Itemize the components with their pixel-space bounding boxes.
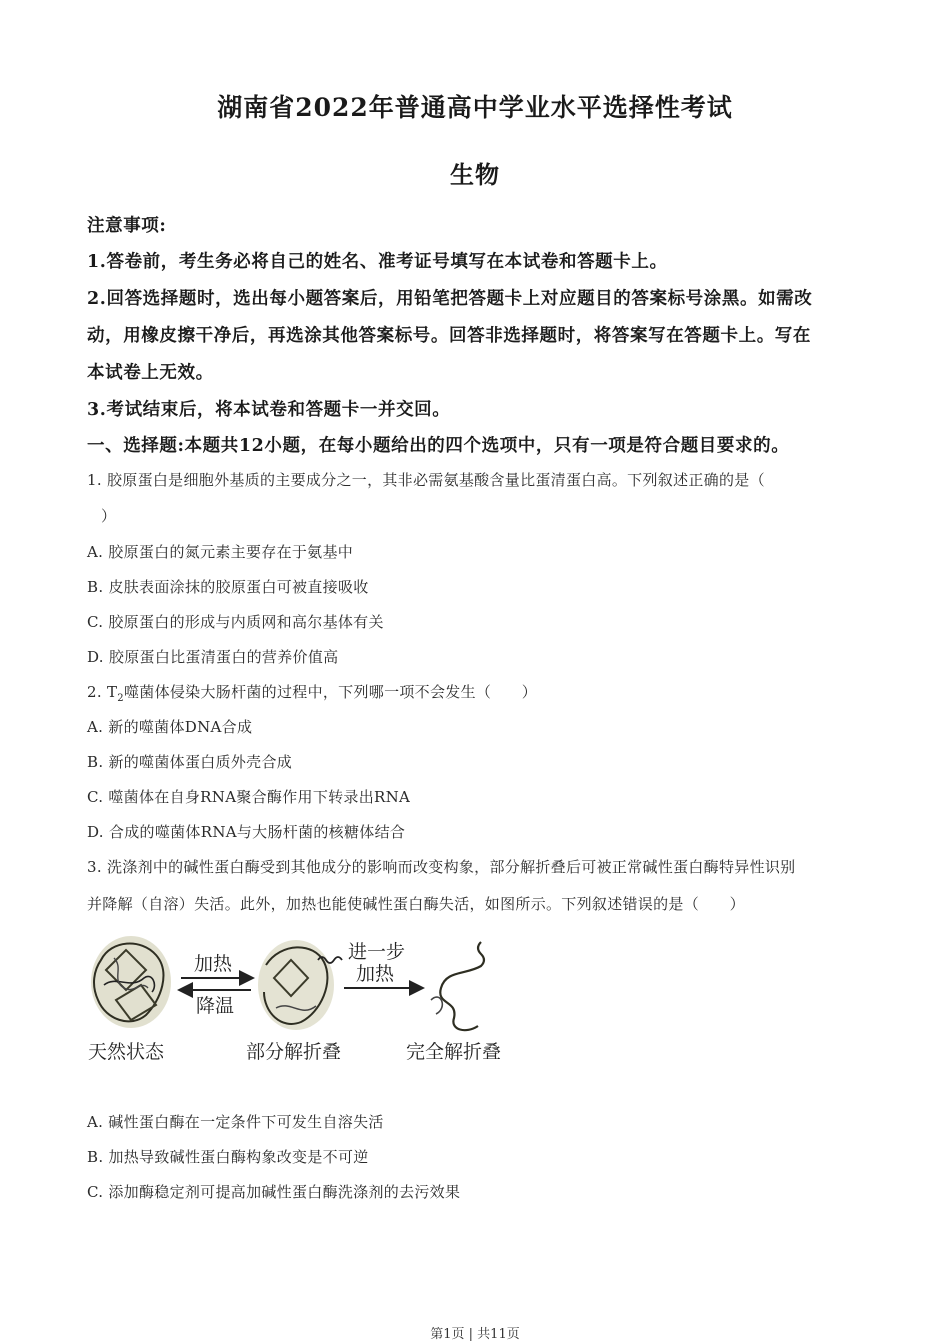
arrow2-bottom-label: 加热	[356, 963, 395, 985]
arrow1-bottom-label: 降温	[196, 995, 235, 1017]
q3-stem-line-1: 3. 洗涤剂中的碱性蛋白酶受到其他成分的影响而改变构象，部分解折叠后可被正常碱性蛋白酶特异性识别	[87, 858, 796, 876]
exam-title: 湖南省2022年普通高中学业水平选择性考试	[217, 93, 733, 122]
q3-option-c: C. 添加酶稳定剂可提高加碱性蛋白酶洗涤剂的去污效果	[87, 1183, 461, 1201]
notice-item-2-line-2: 动，用橡皮擦干净后，再选涂其他答案标号。回答非选择题时，将答案写在答题卡上。写在	[87, 326, 811, 346]
notice-item-2-line-3: 本试卷上无效。	[87, 363, 214, 383]
section-heading: 一、选择题:本题共12小题，在每小题给出的四个选项中，只有一项是符合题目要求的。	[87, 436, 790, 456]
q3-stem-line-2: 并降解（自溶）失活。此外，加热也能使碱性蛋白酶失活，如图所示。下列叙述错误的是（ ）	[87, 895, 745, 913]
q2-option-b: B. 新的噬菌体蛋白质外壳合成	[87, 753, 293, 771]
q2-option-d: D. 合成的噬菌体RNA与大肠杆菌的核糖体结合	[87, 823, 406, 841]
q1-stem-line-1: 1. 胶原蛋白是细胞外基质的主要成分之一，其非必需氨基酸含量比蛋清蛋白高。下列叙述正确的是（	[87, 471, 765, 489]
notice-item-2-line-1: 2.回答选择题时，选出每小题答案后，用铅笔把答题卡上对应题目的答案标号涂黑。如需改	[87, 289, 813, 309]
arrow2-top-label: 进一步	[348, 941, 406, 963]
q2-stem: 2. $T_2$噬菌体侵染大肠杆菌的过程中，下列哪一项不会发生（ ）	[87, 683, 538, 704]
arrow1-top-label: 加热	[194, 953, 233, 975]
partially-unfolded-protein	[258, 940, 342, 1030]
notice-heading: 注意事项:	[87, 216, 167, 236]
native-protein-structure	[91, 936, 171, 1028]
q1-option-b: B. 皮肤表面涂抹的胶原蛋白可被直接吸收	[87, 578, 369, 596]
q1-stem-line-2: ）	[101, 507, 117, 525]
fully-unfolded-chain	[431, 942, 484, 1030]
q2-option-a: A. 新的噬菌体DNA合成	[87, 718, 253, 736]
q1-option-d: D. 胶原蛋白比蛋清蛋白的营养价值高	[87, 648, 339, 666]
state-partial-label: 部分解折叠	[246, 1041, 342, 1063]
subject-title: 生物	[450, 160, 500, 189]
q2-option-c: C. 噬菌体在自身RNA聚合酶作用下转录出RNA	[87, 788, 411, 806]
notice-item-3: 3.考试结束后，将本试卷和答题卡一并交回。	[87, 400, 451, 420]
protein-unfolding-figure	[86, 930, 516, 1070]
state-full-label: 完全解折叠	[406, 1041, 502, 1063]
q3-option-b: B. 加热导致碱性蛋白酶构象改变是不可逆	[87, 1148, 369, 1166]
q1-option-c: C. 胶原蛋白的形成与内质网和高尔基体有关	[87, 613, 384, 631]
q1-option-a: A. 胶原蛋白的氮元素主要存在于氨基中	[87, 543, 354, 561]
page-footer: 第1页 | 共11页	[430, 1327, 520, 1342]
state-native-label: 天然状态	[88, 1041, 165, 1063]
q3-option-a: A. 碱性蛋白酶在一定条件下可发生自溶失活	[87, 1113, 384, 1131]
notice-item-1: 1.答卷前，考生务必将自己的姓名、准考证号填写在本试卷和答题卡上。	[87, 252, 668, 272]
